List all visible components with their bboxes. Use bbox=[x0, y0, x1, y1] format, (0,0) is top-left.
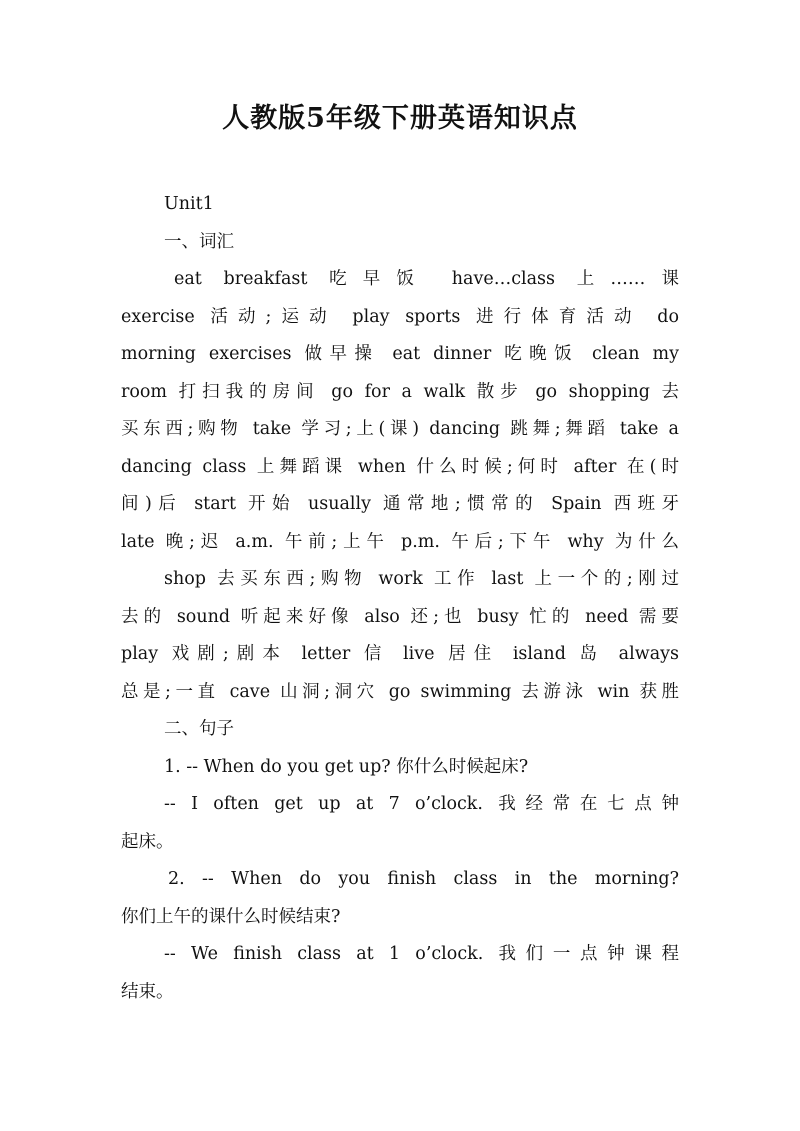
vocab-line: 买东西;购物 take 学习;上(课) dancing 跳舞;舞蹈 take a bbox=[121, 419, 679, 439]
vocab-line: room 打扫我的房间 go for a walk 散步 go shopping 去 bbox=[121, 381, 679, 402]
vocab-line: 间)后 start 开始 usually 通常地;惯常的 Spain 西班牙 bbox=[121, 494, 679, 514]
vocab-line: morning exercises 做早操 eat dinner 吃晚饭 clean my bbox=[121, 344, 679, 364]
sentence-line: -- We finish class at 1 o’clock. 我们一点钟课程 bbox=[164, 944, 679, 964]
vocab-line: dancing class 上舞蹈课 when 什么时候;何时 after 在(时 bbox=[121, 456, 679, 477]
sentence-line: 2. -- When do you finish class in the morning? bbox=[168, 869, 679, 889]
vocab-line: play 戏剧;剧本 letter 信 live 居住 island 岛 always bbox=[121, 644, 679, 664]
vocab-line: late 晚;迟 a.m. 午前;上午 p.m. 午后;下午 why 为什么 bbox=[121, 531, 679, 552]
unit-heading: Unit1 bbox=[164, 194, 214, 214]
document-body bbox=[121, 186, 679, 1011]
vocab-heading: 一、词汇 bbox=[164, 231, 234, 252]
page-title: 人教版5年级下册英语知识点 bbox=[222, 103, 578, 134]
sentence-line: 1. -- When do you get up? 你什么时候起床? bbox=[164, 756, 529, 777]
sentence-line: -- I often get up at 7 o’clock. 我经常在七点钟 bbox=[164, 794, 679, 814]
vocab-line: 总是;一直 cave 山洞;洞穴 go swimming 去游泳 win 获胜 bbox=[121, 681, 679, 702]
sentence-heading: 二、句子 bbox=[164, 719, 234, 739]
vocab-line: eat breakfast 吃早饭 have…class 上……课 bbox=[174, 269, 679, 289]
vocab-line: 去的 sound 听起来好像 also 还;也 busy 忙的 need 需要 bbox=[121, 606, 679, 627]
sentence-line: 结束。 bbox=[121, 981, 174, 1002]
sentence-line: 你们上午的课什么时候结束? bbox=[121, 906, 341, 927]
sentence-line: 起床。 bbox=[121, 831, 174, 852]
vocab-line: exercise 活动;运动 play sports 进行体育活动 do bbox=[121, 306, 679, 327]
vocab-line: shop 去买东西;购物 work 工作 last 上一个的;刚过 bbox=[164, 569, 679, 589]
